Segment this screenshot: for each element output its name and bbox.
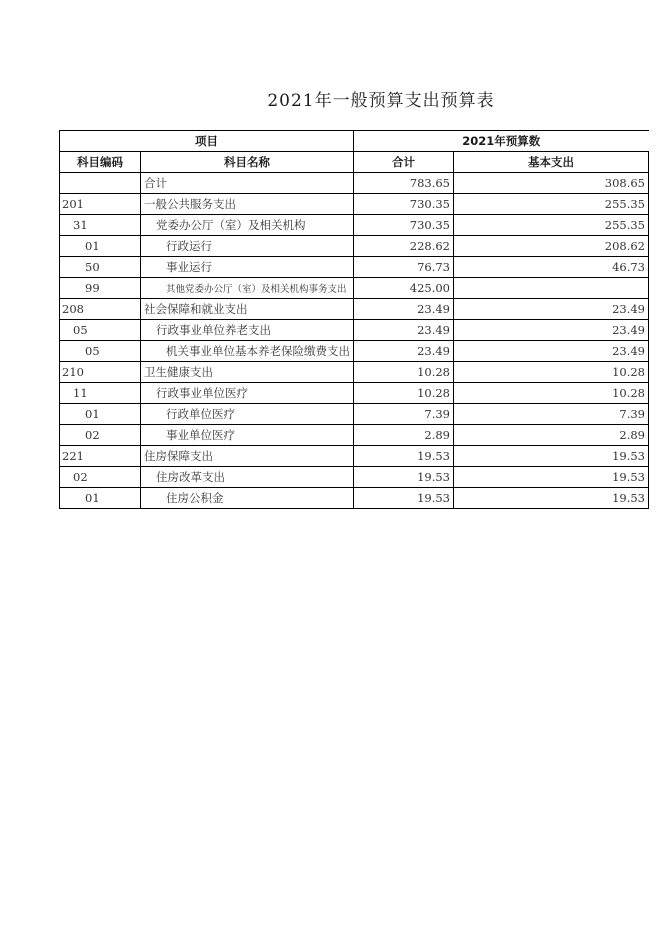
cell-name: 事业运行 <box>141 257 354 278</box>
cell-total: 425.00 <box>354 278 454 299</box>
budget-table <box>59 130 649 509</box>
cell-code: 221 <box>60 446 141 467</box>
cell-name: 其他党委办公厅（室）及相关机构事务支出 <box>141 278 354 299</box>
header-basic: 基本支出 <box>454 152 649 173</box>
table-row <box>60 341 649 362</box>
table-row <box>60 362 649 383</box>
header-total: 合计 <box>354 152 454 173</box>
cell-name: 卫生健康支出 <box>141 362 354 383</box>
cell-total: 783.65 <box>354 173 454 194</box>
cell-code: 02 <box>60 467 141 488</box>
cell-total: 19.53 <box>354 467 454 488</box>
cell-name: 住房保障支出 <box>141 446 354 467</box>
cell-basic: 208.62 <box>454 236 649 257</box>
cell-code: 01 <box>60 404 141 425</box>
header-budget: 2021年预算数 <box>354 131 649 152</box>
cell-total: 76.73 <box>354 257 454 278</box>
cell-basic: 10.28 <box>454 362 649 383</box>
table-row <box>60 194 649 215</box>
cell-code: 99 <box>60 278 141 299</box>
table-row <box>60 236 649 257</box>
cell-code: 210 <box>60 362 141 383</box>
cell-basic: 23.49 <box>454 320 649 341</box>
cell-basic: 19.53 <box>454 488 649 509</box>
table-row <box>60 215 649 236</box>
cell-code: 05 <box>60 341 141 362</box>
cell-code: 50 <box>60 257 141 278</box>
cell-code: 208 <box>60 299 141 320</box>
table-row <box>60 320 649 341</box>
table-row <box>60 383 649 404</box>
table-row <box>60 425 649 446</box>
cell-basic: 19.53 <box>454 467 649 488</box>
cell-total: 7.39 <box>354 404 454 425</box>
table-row <box>60 446 649 467</box>
cell-code: 01 <box>60 236 141 257</box>
cell-basic: 46.73 <box>454 257 649 278</box>
cell-name: 事业单位医疗 <box>141 425 354 446</box>
cell-total: 19.53 <box>354 488 454 509</box>
table-row <box>60 467 649 488</box>
header-project: 项目 <box>60 131 354 152</box>
cell-basic <box>454 278 649 299</box>
cell-code: 11 <box>60 383 141 404</box>
cell-name: 机关事业单位基本养老保险缴费支出 <box>141 341 354 362</box>
cell-name: 合计 <box>141 173 354 194</box>
cell-total: 10.28 <box>354 362 454 383</box>
cell-total: 23.49 <box>354 341 454 362</box>
cell-name: 住房公积金 <box>141 488 354 509</box>
cell-name: 行政运行 <box>141 236 354 257</box>
table-row <box>60 404 649 425</box>
cell-total: 19.53 <box>354 446 454 467</box>
cell-basic: 308.65 <box>454 173 649 194</box>
cell-name: 一般公共服务支出 <box>141 194 354 215</box>
header-row-group <box>60 131 649 152</box>
cell-basic: 23.49 <box>454 299 649 320</box>
cell-basic: 7.39 <box>454 404 649 425</box>
cell-name: 行政事业单位医疗 <box>141 383 354 404</box>
table-row <box>60 173 649 194</box>
cell-basic: 2.89 <box>454 425 649 446</box>
cell-total: 23.49 <box>354 320 454 341</box>
cell-code <box>60 173 141 194</box>
table-row <box>60 278 649 299</box>
cell-code: 02 <box>60 425 141 446</box>
header-code: 科目编码 <box>60 152 141 173</box>
cell-basic: 23.49 <box>454 341 649 362</box>
header-row-columns <box>60 152 649 173</box>
cell-basic: 19.53 <box>454 446 649 467</box>
cell-code: 05 <box>60 320 141 341</box>
cell-total: 730.35 <box>354 215 454 236</box>
table-row <box>60 299 649 320</box>
header-name: 科目名称 <box>141 152 354 173</box>
cell-total: 730.35 <box>354 194 454 215</box>
cell-total: 23.49 <box>354 299 454 320</box>
cell-code: 31 <box>60 215 141 236</box>
table-row <box>60 488 649 509</box>
cell-name: 行政事业单位养老支出 <box>141 320 354 341</box>
cell-total: 228.62 <box>354 236 454 257</box>
cell-basic: 255.35 <box>454 194 649 215</box>
cell-name: 党委办公厅（室）及相关机构 <box>141 215 354 236</box>
cell-code: 01 <box>60 488 141 509</box>
cell-total: 10.28 <box>354 383 454 404</box>
cell-name: 社会保障和就业支出 <box>141 299 354 320</box>
cell-name: 行政单位医疗 <box>141 404 354 425</box>
table-row <box>60 257 649 278</box>
cell-basic: 255.35 <box>454 215 649 236</box>
cell-total: 2.89 <box>354 425 454 446</box>
cell-basic: 10.28 <box>454 383 649 404</box>
page-title: 2021年一般预算支出预算表 <box>267 91 495 111</box>
cell-code: 201 <box>60 194 141 215</box>
cell-name: 住房改革支出 <box>141 467 354 488</box>
